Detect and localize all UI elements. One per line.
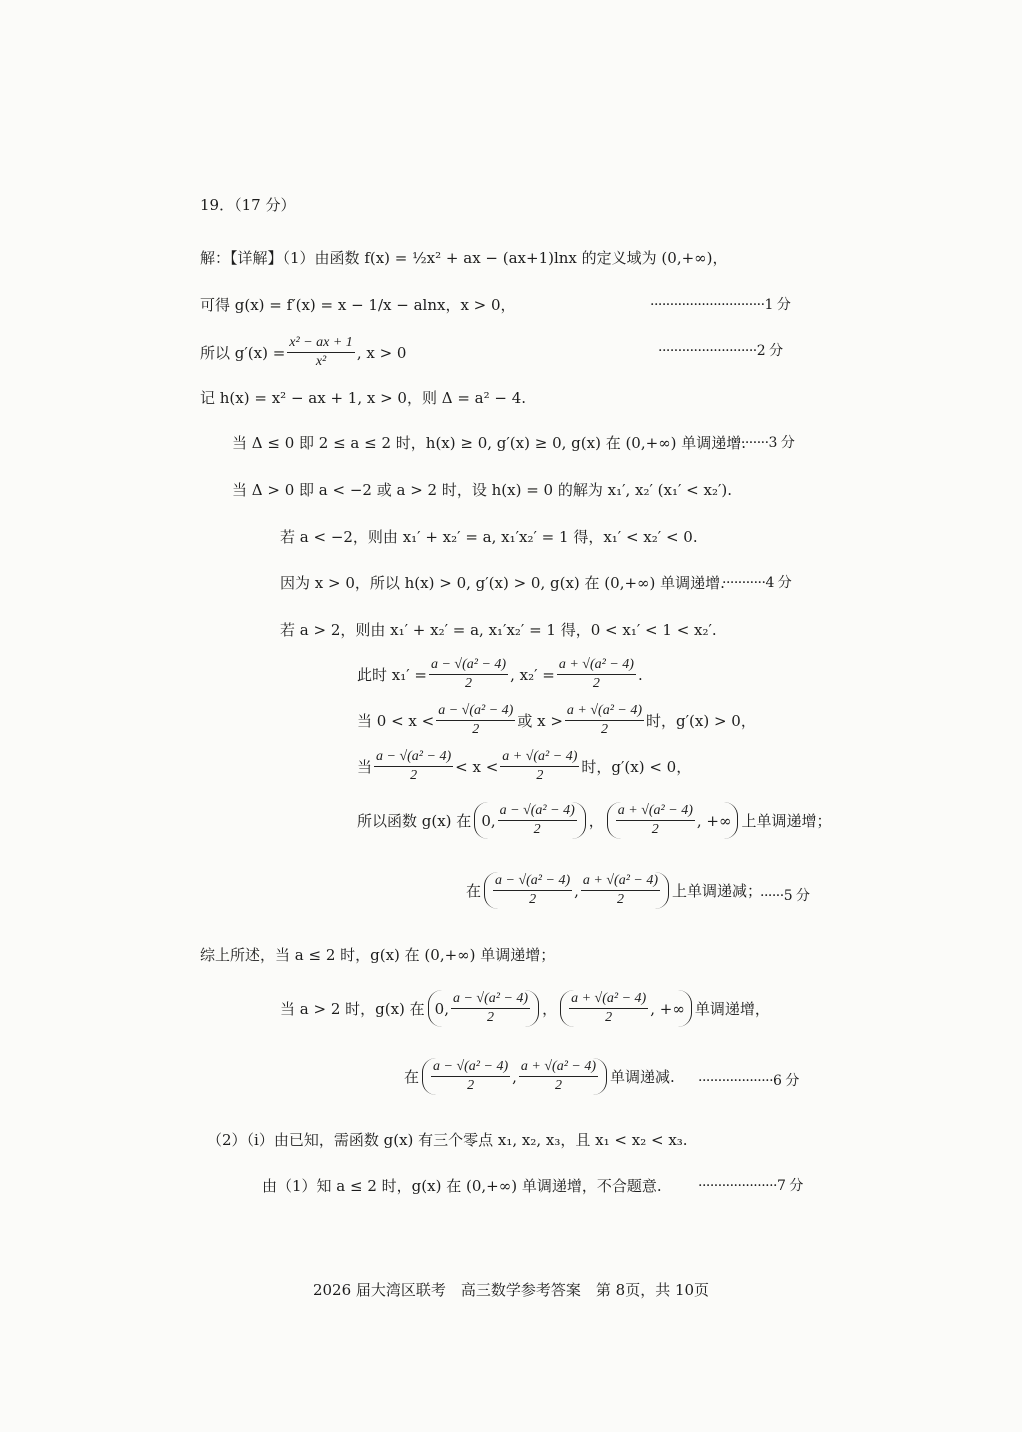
subcase-a-gt-2: 若 a > 2，则由 x₁′ + x₂′ = a, x₁′x₂′ = 1 得，0 < x₁′ < 1 < x₂′. [280, 621, 717, 639]
interval-1-denominator: 2 [533, 822, 541, 837]
inc-root1-denominator: 2 [472, 722, 480, 737]
dec-root1-numerator: a − √(a² − 4) [374, 748, 453, 767]
fraction-denominator: x² [315, 354, 327, 369]
root1-denominator: 2 [465, 676, 473, 691]
root2-numerator: a + √(a² − 4) [557, 656, 636, 675]
interval-3-left-fraction [493, 872, 572, 909]
root1-fraction [429, 656, 508, 693]
summary-interval-2-numerator: a + √(a² − 4) [569, 990, 648, 1009]
inc-root2-numerator: a + √(a² − 4) [565, 702, 644, 721]
interval-2-fraction [616, 802, 695, 839]
summary-3-tail: 单调递减. [610, 1067, 675, 1086]
problem-header: 19．（17 分） [200, 196, 296, 214]
summary-2-tail: 单调递增， [694, 999, 770, 1018]
interval-1-fraction [498, 802, 577, 839]
summary-interval-3: $\frac{\text{a − √(a² − 4)}}{2}$ , $\frac{\text{a + √(a² − 4)}}{2}$ [422, 1058, 607, 1095]
mono-inc-comma: ， [588, 811, 604, 830]
summary-interval-3-left-numerator: a − √(a² − 4) [431, 1058, 510, 1077]
interval-3-right-numerator: a + √(a² − 4) [581, 872, 660, 891]
root2-fraction [557, 656, 636, 693]
second-derivative-tail: , x > 0 [356, 343, 407, 362]
points-6: ···················6 分 [698, 1073, 799, 1089]
interval-dec-tail: 时，g′(x) < 0， [581, 757, 692, 776]
summary-interval-1-fraction [451, 990, 530, 1027]
summary-interval-1-denominator: 2 [487, 1010, 495, 1025]
monotonic-increasing-line [357, 802, 831, 839]
subcase-a-lt-conclusion: 因为 x > 0，所以 h(x) > 0, g′(x) > 0, g(x) 在 (0,+∞) 单调递增. [280, 574, 725, 592]
summary-interval-3-left-denominator: 2 [467, 1078, 475, 1093]
case-delta-nonpositive: 当 Δ ≤ 0 即 2 ≤ a ≤ 2 时，h(x) ≥ 0, g′(x) ≥ 0, g(x) 在 (0,+∞) 单调递增. [232, 434, 747, 452]
interval-decreasing-line [357, 748, 691, 785]
root2-denominator: 2 [592, 676, 600, 691]
dec-root2-numerator: a + √(a² − 4) [500, 748, 579, 767]
roots-prefix: 此时 x₁′ = [357, 665, 427, 684]
interval-3-right-denominator: 2 [616, 892, 624, 907]
summary-interval-1 [428, 990, 539, 1027]
part2-step: 由（1）知 a ≤ 2 时，g(x) 在 (0,+∞) 单调递增，不合题意. [262, 1177, 662, 1195]
interval-inc-tail: 时，g′(x) > 0， [646, 711, 756, 730]
interval-3-left-denominator: 2 [529, 892, 537, 907]
interval-inc-mid: 或 x > [517, 711, 563, 730]
dec-root2-denominator: 2 [536, 768, 544, 783]
interval-increasing-line [357, 702, 756, 739]
interval-2-inf: , +∞ [696, 811, 732, 830]
summary-interval-2-inf: , +∞ [650, 999, 685, 1018]
monotonic-decreasing-line [466, 872, 762, 909]
dec-root1-fraction [374, 748, 453, 785]
step-derivative: 可得 g(x) = f′(x) = x − 1/x − alnx，x > 0， [200, 296, 516, 314]
step-second-derivative [200, 334, 406, 371]
summary-interval-2-fraction [569, 990, 648, 1027]
summary-interval-2-denominator: 2 [605, 1010, 613, 1025]
step-h: 记 h(x) = x² − ax + 1, x > 0，则 Δ = a² − 4. [200, 389, 527, 407]
case-delta-positive: 当 Δ > 0 即 a < −2 或 a > 2 时，设 h(x) = 0 的解为 x₁′, x₂′ (x₁′ < x₂′). [232, 481, 733, 499]
interval-2 [607, 802, 739, 839]
page-footer: 2026 届大湾区联考 高三数学参考答案 第 8页，共 10页 [312, 1281, 710, 1299]
mono-inc-prefix: 所以函数 g(x) 在 [357, 811, 472, 830]
inc-root2-denominator: 2 [600, 722, 608, 737]
interval-2-denominator: 2 [651, 822, 659, 837]
root1-numerator: a − √(a² − 4) [429, 656, 508, 675]
interval-1-zero: 0, [481, 811, 496, 830]
points-1: ·····························1 分 [650, 297, 791, 313]
points-2: ·························2 分 [658, 343, 783, 359]
part2-intro: （2）（i）由已知，需函数 g(x) 有三个零点 x₁, x₂, x₃，且 x₁ < x₂ < x₃. [207, 1131, 688, 1149]
summary-interval-3-right-fraction [519, 1058, 598, 1095]
second-derivative-label: 所以 g′(x) = [200, 343, 286, 362]
inc-root1-fraction [436, 702, 515, 739]
interval-dec-mid: < x < [455, 757, 499, 776]
subcase-a-lt-minus-2: 若 a < −2，则由 x₁′ + x₂′ = a, x₁′x₂′ = 1 得，x₁′ < x₂′ < 0. [280, 528, 698, 546]
summary-interval-3-left-fraction [431, 1058, 510, 1095]
mono-dec-prefix: 在 [466, 881, 482, 900]
interval-3: $\frac{\text{a − √(a² − 4)}}{2}$ , $\frac{\text{a + √(a² − 4)}}{2}$ [484, 872, 669, 909]
roots-line [357, 656, 643, 693]
summary-interval-1-numerator: a − √(a² − 4) [451, 990, 530, 1009]
second-derivative-fraction [287, 334, 355, 371]
dec-root1-denominator: 2 [410, 768, 418, 783]
fraction-numerator: x² − ax + 1 [287, 334, 355, 353]
points-4: ···········4 分 [722, 575, 792, 591]
summary-2-prefix: 当 a > 2 时，g(x) 在 [280, 999, 425, 1018]
solution-intro: 解：【详解】（1）由函数 f(x) = ½x² + ax − (ax+1)lnx 的定义域为 (0,+∞)， [200, 249, 728, 267]
summary-interval-3-right-denominator: 2 [554, 1078, 562, 1093]
interval-1 [474, 802, 585, 839]
mono-dec-tail: 上单调递减； [672, 881, 763, 900]
interval-2-numerator: a + √(a² − 4) [616, 802, 695, 821]
summary-interval-3-right-numerator: a + √(a² − 4) [519, 1058, 598, 1077]
roots-tail: . [637, 665, 643, 684]
interval-3-right-fraction [581, 872, 660, 909]
dec-root2-fraction [500, 748, 579, 785]
summary-3-prefix: 在 [404, 1067, 420, 1086]
points-7: ····················7 分 [698, 1178, 803, 1194]
inc-root2-fraction [565, 702, 644, 739]
summary-line-3 [404, 1058, 675, 1095]
interval-dec-prefix: 当 [357, 757, 373, 776]
points-3: ·········3 分 [733, 435, 795, 451]
summary-interval-1-zero: 0, [434, 999, 449, 1018]
summary-2-comma: ， [542, 999, 558, 1018]
summary-interval-2 [560, 990, 692, 1027]
inc-root1-numerator: a − √(a² − 4) [436, 702, 515, 721]
interval-1-numerator: a − √(a² − 4) [498, 802, 577, 821]
summary-line-2 [280, 990, 770, 1027]
interval-3-left-numerator: a − √(a² − 4) [493, 872, 572, 891]
roots-mid: , x₂′ = [510, 665, 555, 684]
interval-inc-prefix: 当 0 < x < [357, 711, 435, 730]
points-5: ······5 分 [760, 888, 810, 904]
mono-inc-tail: 上单调递增； [741, 811, 832, 830]
summary-line-1: 综上所述，当 a ≤ 2 时，g(x) 在 (0,+∞) 单调递增； [200, 946, 556, 964]
